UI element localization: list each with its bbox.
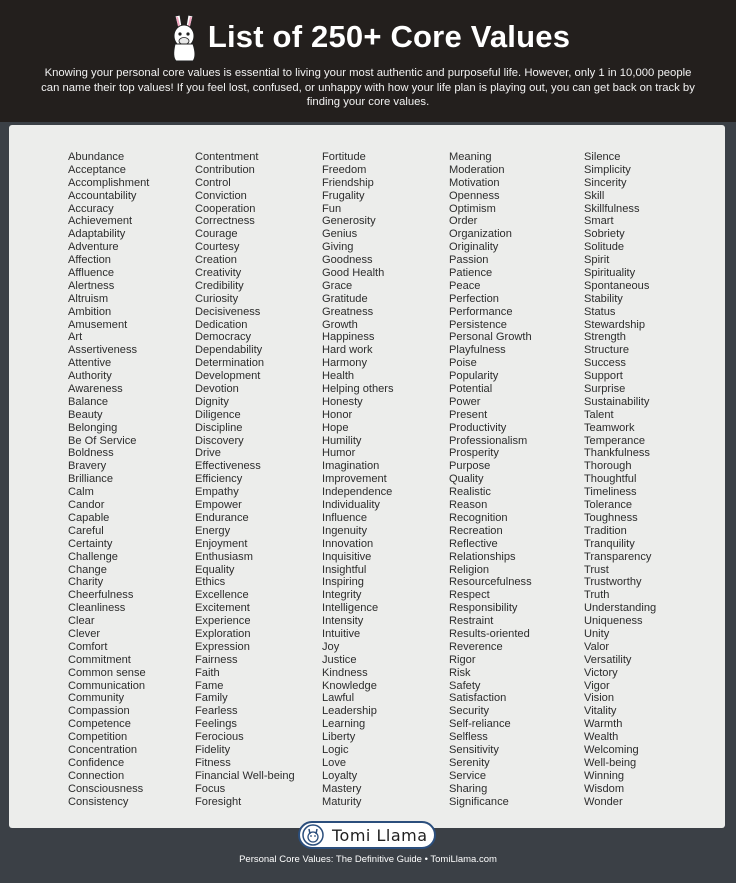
- value-item: Skillfulness: [584, 202, 640, 215]
- value-item: Personal Growth: [449, 331, 532, 344]
- value-item: Persistence: [449, 318, 507, 331]
- value-item: Health: [322, 370, 355, 383]
- value-item: Originality: [449, 241, 499, 254]
- value-item: Greatness: [322, 305, 374, 318]
- value-item: Courtesy: [195, 241, 240, 254]
- value-item: Spirit: [584, 254, 610, 267]
- value-item: Power: [449, 395, 481, 408]
- value-item: Fortitude: [322, 151, 366, 163]
- value-item: Charity: [68, 576, 104, 589]
- value-item: Financial Well-being: [195, 769, 295, 782]
- value-item: Transparency: [584, 550, 652, 563]
- value-item: Order: [449, 215, 478, 228]
- value-item: Grace: [322, 279, 353, 292]
- value-item: Passion: [449, 254, 489, 267]
- value-item: Contribution: [195, 163, 255, 176]
- value-item: Assertiveness: [68, 344, 138, 357]
- value-item: Moderation: [449, 163, 505, 176]
- value-item: Realistic: [449, 486, 491, 499]
- value-item: Solitude: [584, 241, 625, 254]
- value-item: Helping others: [322, 383, 394, 396]
- value-item: Affluence: [68, 267, 115, 280]
- value-item: Certainty: [68, 537, 113, 550]
- value-item: Cheerfulness: [68, 589, 134, 602]
- value-item: Support: [584, 370, 623, 383]
- value-item: Talent: [584, 408, 614, 421]
- value-item: Enthusiasm: [195, 550, 253, 563]
- llama-icon: [166, 12, 202, 62]
- value-item: Accuracy: [68, 202, 114, 215]
- value-item: Risk: [449, 666, 471, 679]
- value-item: Popularity: [449, 370, 499, 383]
- value-item: Frugality: [322, 189, 365, 202]
- value-item: Resourcefulness: [449, 576, 532, 589]
- value-item: Success: [584, 357, 626, 370]
- value-item: Vision: [584, 692, 615, 705]
- value-item: Meaning: [449, 151, 492, 163]
- value-item: Hope: [322, 421, 349, 434]
- value-item: Enjoyment: [195, 537, 248, 550]
- value-item: Happiness: [322, 331, 375, 344]
- value-item: Friendship: [322, 176, 374, 189]
- value-item: Endurance: [195, 511, 249, 524]
- value-item: Effectiveness: [195, 460, 261, 473]
- value-item: Selfless: [449, 731, 488, 744]
- value-item: Authority: [68, 370, 112, 383]
- value-item: Bravery: [68, 460, 107, 473]
- value-item: Discipline: [195, 421, 243, 434]
- value-item: Patience: [449, 267, 493, 280]
- header: [0, 0, 736, 122]
- value-item: Winning: [584, 769, 625, 782]
- value-item: Strength: [584, 331, 626, 344]
- value-item: Art: [68, 331, 83, 344]
- value-item: Joy: [322, 640, 340, 653]
- value-item: Commitment: [68, 653, 131, 666]
- value-item: Comfort: [68, 640, 108, 653]
- value-item: Versatility: [584, 653, 632, 666]
- value-item: Potential: [449, 383, 493, 396]
- value-item: Cleanliness: [68, 602, 126, 615]
- value-item: Simplicity: [584, 163, 631, 176]
- value-item: Faith: [195, 666, 220, 679]
- values-column-4: [449, 151, 532, 808]
- value-item: Feelings: [195, 718, 237, 731]
- value-item: Clear: [68, 615, 95, 628]
- value-item: Imagination: [322, 460, 380, 473]
- footer-text: Personal Core Values: The Definitive Guide • TomiLlama.com: [239, 854, 497, 865]
- title-row: [0, 12, 736, 62]
- value-item: Restraint: [449, 615, 494, 628]
- value-item: Goodness: [322, 254, 373, 267]
- value-item: Thorough: [584, 460, 632, 473]
- value-item: Decisiveness: [195, 305, 261, 318]
- value-item: Vigor: [584, 679, 610, 692]
- value-item: Ambition: [68, 305, 112, 318]
- value-item: Energy: [195, 524, 231, 537]
- value-item: Acceptance: [68, 163, 126, 176]
- value-item: Reverence: [449, 640, 503, 653]
- value-item: Service: [449, 769, 486, 782]
- value-item: Correctness: [195, 215, 255, 228]
- values-column-5: [584, 151, 656, 808]
- value-item: Timeliness: [584, 486, 637, 499]
- value-item: Control: [195, 176, 231, 189]
- value-item: Playfulness: [449, 344, 506, 357]
- value-item: Attentive: [68, 357, 112, 370]
- value-item: Productivity: [449, 421, 507, 434]
- value-item: Exploration: [195, 627, 251, 640]
- value-item: Challenge: [68, 550, 118, 563]
- value-item: Inquisitive: [322, 550, 372, 563]
- value-item: Tolerance: [584, 499, 633, 512]
- value-item: Thoughtful: [584, 473, 637, 486]
- value-item: Teamwork: [584, 421, 635, 434]
- value-item: Professionalism: [449, 434, 528, 447]
- value-item: Amusement: [68, 318, 128, 331]
- value-item: Calm: [68, 486, 94, 499]
- value-item: Altruism: [68, 292, 109, 305]
- value-item: Independence: [322, 486, 393, 499]
- value-item: Sincerity: [584, 176, 627, 189]
- value-item: Understanding: [584, 602, 657, 615]
- value-item: Openness: [449, 189, 500, 202]
- llama-logo-icon: [302, 824, 324, 846]
- value-item: Gratitude: [322, 292, 368, 305]
- value-item: Humility: [322, 434, 362, 447]
- value-item: Empower: [195, 499, 242, 512]
- value-item: Innovation: [322, 537, 374, 550]
- value-item: Lawful: [322, 692, 355, 705]
- value-item: Efficiency: [195, 473, 243, 486]
- value-item: Adaptability: [68, 228, 126, 241]
- value-item: Optimism: [449, 202, 496, 215]
- value-item: Balance: [68, 395, 109, 408]
- value-item: Awareness: [68, 383, 123, 396]
- value-item: Confidence: [68, 756, 125, 769]
- value-item: Fearless: [195, 705, 238, 718]
- value-item: Devotion: [195, 383, 239, 396]
- value-item: Intensity: [322, 615, 364, 628]
- value-item: Integrity: [322, 589, 362, 602]
- value-item: Family: [195, 692, 228, 705]
- value-item: Empathy: [195, 486, 239, 499]
- value-item: Liberty: [322, 731, 356, 744]
- value-item: Competition: [68, 731, 128, 744]
- value-item: Wonder: [584, 795, 623, 808]
- value-item: Influence: [322, 511, 368, 524]
- value-item: Knowledge: [322, 679, 377, 692]
- value-item: Focus: [195, 782, 226, 795]
- value-item: Valor: [584, 640, 610, 653]
- value-item: Connection: [68, 769, 125, 782]
- value-item: Peace: [449, 279, 481, 292]
- value-item: Experience: [195, 615, 251, 628]
- value-item: Careful: [68, 524, 104, 537]
- value-item: Fairness: [195, 653, 238, 666]
- value-item: Dignity: [195, 395, 229, 408]
- value-item: Fun: [322, 202, 342, 215]
- value-item: Boldness: [68, 447, 114, 460]
- value-item: Sustainability: [584, 395, 650, 408]
- values-column-3: [322, 151, 394, 808]
- value-item: Surprise: [584, 383, 626, 396]
- value-item: Safety: [449, 679, 481, 692]
- value-item: Genius: [322, 228, 358, 241]
- value-item: Fitness: [195, 756, 231, 769]
- value-item: Silence: [584, 151, 621, 163]
- value-item: Thankfulness: [584, 447, 650, 460]
- value-item: Responsibility: [449, 602, 518, 615]
- value-item: Smart: [584, 215, 614, 228]
- value-item: Self-reliance: [449, 718, 511, 731]
- value-item: Rigor: [449, 653, 476, 666]
- brand-name: Tomi Llama: [332, 825, 428, 845]
- value-item: Discovery: [195, 434, 244, 447]
- value-item: Respect: [449, 589, 490, 602]
- value-item: Loyalty: [322, 769, 358, 782]
- values-column-1: [68, 151, 149, 808]
- value-item: Honor: [322, 408, 353, 421]
- value-item: Unity: [584, 627, 610, 640]
- value-item: Vitality: [584, 705, 617, 718]
- value-item: Insightful: [322, 563, 367, 576]
- value-item: Status: [584, 305, 616, 318]
- value-item: Reflective: [449, 537, 498, 550]
- value-item: Truth: [584, 589, 610, 602]
- value-item: Humor: [322, 447, 356, 460]
- value-item: Relationships: [449, 550, 516, 563]
- value-item: Security: [449, 705, 490, 718]
- value-item: Development: [195, 370, 261, 383]
- value-item: Contentment: [195, 151, 259, 163]
- value-item: Welcoming: [584, 743, 639, 756]
- value-item: Accomplishment: [68, 176, 150, 189]
- value-item: Kindness: [322, 666, 368, 679]
- value-item: Good Health: [322, 267, 385, 280]
- value-item: Adventure: [68, 241, 119, 254]
- value-item: Sobriety: [584, 228, 625, 241]
- value-item: Stability: [584, 292, 623, 305]
- value-item: Individuality: [322, 499, 380, 512]
- value-item: Inspiring: [322, 576, 364, 589]
- value-item: Honesty: [322, 395, 363, 408]
- value-item: Love: [322, 756, 347, 769]
- value-item: Community: [68, 692, 125, 705]
- value-item: Serenity: [449, 756, 490, 769]
- value-item: Wisdom: [584, 782, 625, 795]
- value-item: Performance: [449, 305, 513, 318]
- value-item: Ingenuity: [322, 524, 368, 537]
- value-item: Recognition: [449, 511, 508, 524]
- value-item: Beauty: [68, 408, 103, 421]
- value-item: Clever: [68, 627, 101, 640]
- value-item: Candor: [68, 499, 105, 512]
- value-item: Equality: [195, 563, 235, 576]
- value-item: Belonging: [68, 421, 118, 434]
- value-item: Toughness: [584, 511, 638, 524]
- value-item: Accountability: [68, 189, 137, 202]
- value-item: Mastery: [322, 782, 362, 795]
- value-item: Trust: [584, 563, 609, 576]
- value-item: Dedication: [195, 318, 248, 331]
- value-item: Capable: [68, 511, 110, 524]
- value-item: Growth: [322, 318, 358, 331]
- value-item: Logic: [322, 743, 349, 756]
- value-item: Cooperation: [195, 202, 256, 215]
- value-item: Creation: [195, 254, 237, 267]
- value-item: Affection: [68, 254, 111, 267]
- value-item: Excitement: [195, 602, 250, 615]
- intro-text: Knowing your personal core values is essential to living your most authentic and purposeful life. However, only 1 in 10,000 people can name their top values! If you feel lost, confused, or unhappy with how your life plan is playing out, you can get back on track by finding your core values.: [41, 67, 695, 108]
- value-item: Motivation: [449, 176, 500, 189]
- value-item: Recreation: [449, 524, 503, 537]
- value-item: Improvement: [322, 473, 387, 486]
- value-item: Prosperity: [449, 447, 499, 460]
- value-item: Temperance: [584, 434, 646, 447]
- value-item: Harmony: [322, 357, 368, 370]
- value-item: Fame: [195, 679, 224, 692]
- value-item: Brilliance: [68, 473, 114, 486]
- value-item: Common sense: [68, 666, 146, 679]
- value-item: Change: [68, 563, 107, 576]
- value-item: Abundance: [68, 151, 125, 163]
- value-item: Foresight: [195, 795, 242, 808]
- value-item: Leadership: [322, 705, 377, 718]
- value-item: Communication: [68, 679, 146, 692]
- value-item: Fidelity: [195, 743, 231, 756]
- value-item: Victory: [584, 666, 618, 679]
- value-item: Spirituality: [584, 267, 636, 280]
- value-item: Sharing: [449, 782, 488, 795]
- value-item: Significance: [449, 795, 509, 808]
- value-item: Sensitivity: [449, 743, 499, 756]
- value-item: Religion: [449, 563, 490, 576]
- value-item: Generosity: [322, 215, 376, 228]
- value-item: Competence: [68, 718, 131, 731]
- value-item: Achievement: [68, 215, 133, 228]
- value-item: Ethics: [195, 576, 226, 589]
- value-item: Drive: [195, 447, 221, 460]
- value-item: Well-being: [584, 756, 637, 769]
- value-item: Quality: [449, 473, 484, 486]
- value-item: Uniqueness: [584, 615, 643, 628]
- value-item: Alertness: [68, 279, 115, 292]
- value-item: Tradition: [584, 524, 627, 537]
- page-title: List of 250+ Core Values: [207, 19, 571, 54]
- value-item: Consciousness: [68, 782, 144, 795]
- value-item: Trustworthy: [584, 576, 642, 589]
- value-item: Reason: [449, 499, 488, 512]
- value-item: Freedom: [322, 163, 367, 176]
- value-item: Structure: [584, 344, 630, 357]
- value-item: Be Of Service: [68, 434, 137, 447]
- value-item: Expression: [195, 640, 250, 653]
- value-item: Creativity: [195, 267, 242, 280]
- value-item: Results-oriented: [449, 627, 530, 640]
- value-item: Consistency: [68, 795, 129, 808]
- value-item: Present: [449, 408, 488, 421]
- value-item: Spontaneous: [584, 279, 650, 292]
- value-item: Ferocious: [195, 731, 244, 744]
- value-item: Diligence: [195, 408, 241, 421]
- value-item: Intuitive: [322, 627, 361, 640]
- value-item: Democracy: [195, 331, 252, 344]
- value-item: Poise: [449, 357, 477, 370]
- value-item: Giving: [322, 241, 354, 254]
- value-item: Skill: [584, 189, 605, 202]
- value-item: Wealth: [584, 731, 619, 744]
- value-item: Learning: [322, 718, 366, 731]
- value-item: Compassion: [68, 705, 130, 718]
- value-item: Justice: [322, 653, 357, 666]
- value-item: Excellence: [195, 589, 249, 602]
- value-item: Credibility: [195, 279, 244, 292]
- value-item: Curiosity: [195, 292, 239, 305]
- value-item: Stewardship: [584, 318, 646, 331]
- value-item: Conviction: [195, 189, 247, 202]
- value-item: Warmth: [584, 718, 623, 731]
- value-item: Intelligence: [322, 602, 379, 615]
- value-item: Hard work: [322, 344, 373, 357]
- value-item: Maturity: [322, 795, 362, 808]
- value-item: Organization: [449, 228, 512, 241]
- brand-badge: [298, 821, 436, 849]
- value-item: Perfection: [449, 292, 499, 305]
- value-item: Concentration: [68, 743, 138, 756]
- value-item: Tranquility: [584, 537, 635, 550]
- values-column-2: [195, 151, 295, 808]
- value-item: Purpose: [449, 460, 491, 473]
- value-item: Determination: [195, 357, 265, 370]
- value-item: Satisfaction: [449, 692, 507, 705]
- value-item: Courage: [195, 228, 238, 241]
- value-item: Dependability: [195, 344, 263, 357]
